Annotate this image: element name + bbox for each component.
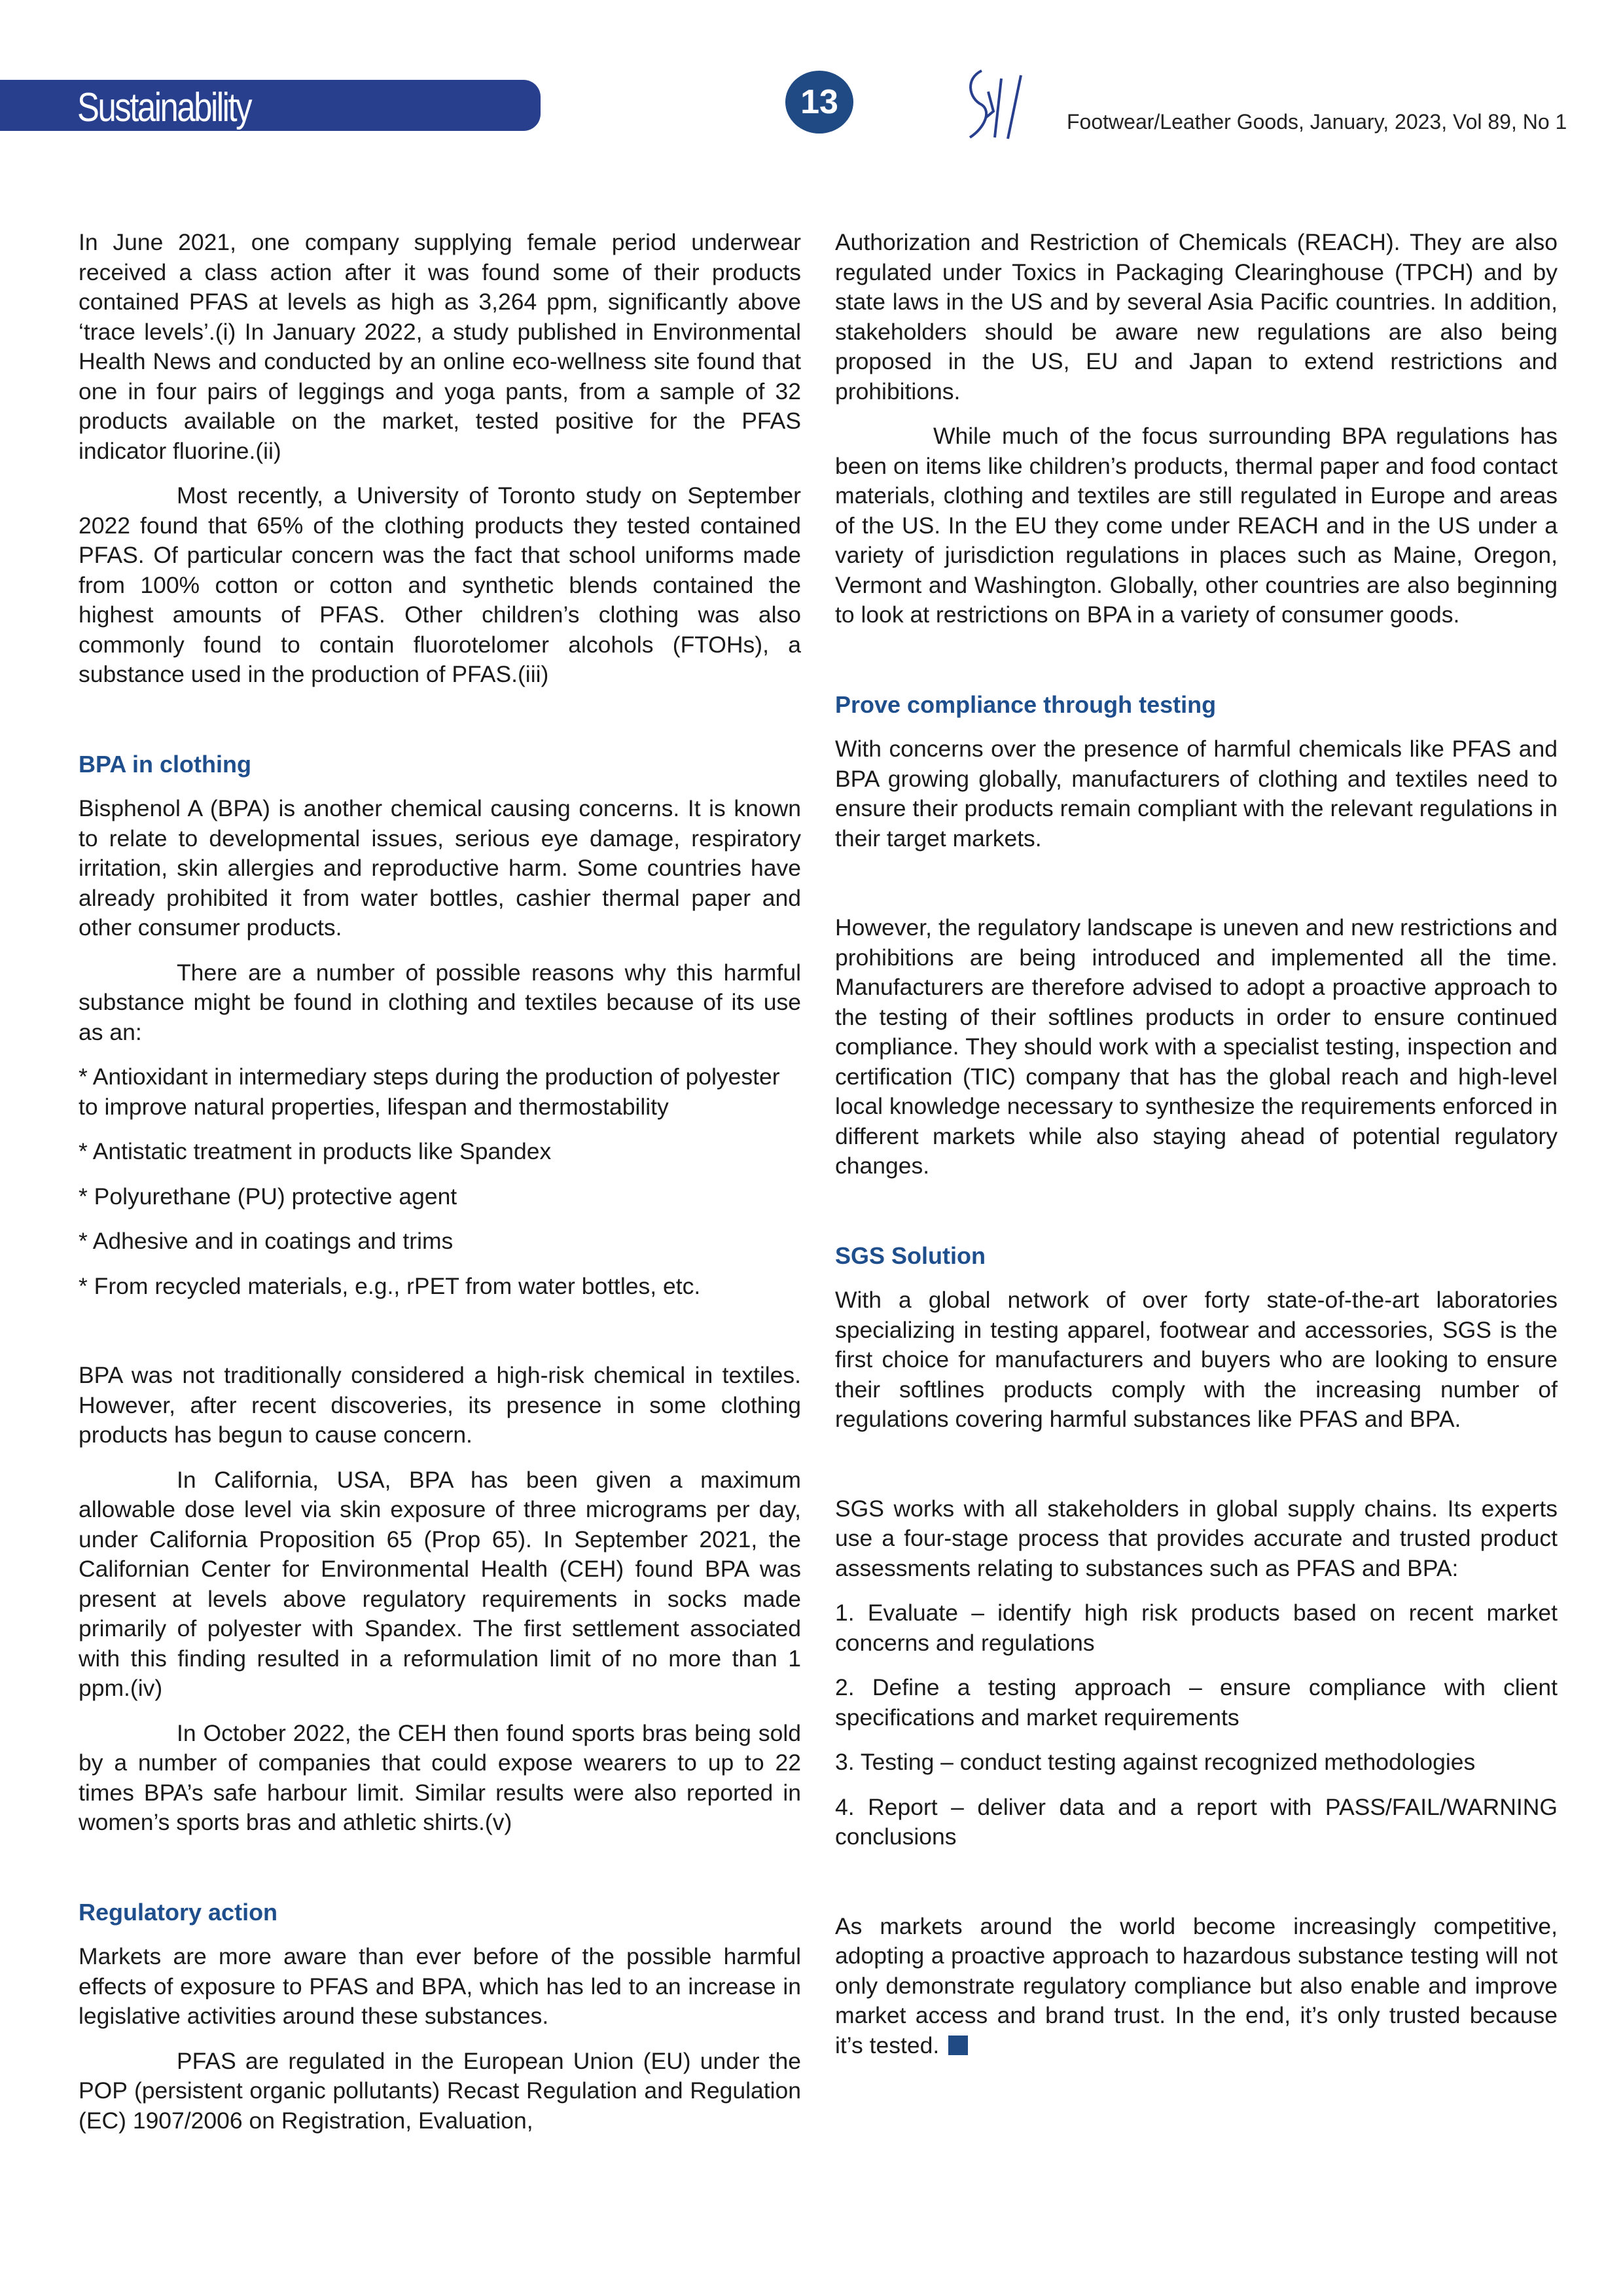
list-item: 4. Report – deliver data and a report with PASS/FAIL/WARNING conclusions bbox=[835, 1793, 1558, 1850]
paragraph: With concerns over the presence of harmful chemicals like PFAS and BPA growing globally, manufacturers of clothing and textiles need to ensure their products remain compliant with the relevant regulations in their target markets. bbox=[835, 736, 1558, 852]
closing-text: As markets around the world become increasingly competitive, adopting a proactive approach to hazardous substance testing will not only demonstrate regulatory compliance but also enable and improve market access and brand trust. In the end, it’s only trusted because it’s tested. bbox=[835, 1912, 1558, 2058]
paragraph: In June 2021, one company supplying female period underwear received a class action after it was found some of their products contained PFAS at levels as high as 3,264 ppm, significantly above ‘trace levels’.(i) In January 2022, a study published in Environmental Health News and conducted by an online eco-wellness site found that one in four pairs of leggings and yoga pants, from a sample of 32 products available on the market, tested positive for the PFAS indicator fluorine.(ii) bbox=[79, 229, 801, 464]
list-item: * From recycled materials, e.g., rPET from water bottles, etc. bbox=[79, 1272, 701, 1299]
heading-prove-compliance: Prove compliance through testing bbox=[835, 691, 1217, 718]
list-item: * Antistatic treatment in products like Spandex bbox=[79, 1138, 552, 1164]
right-column bbox=[835, 228, 1558, 2075]
list-item: 2. Define a testing approach – ensure compliance with client specifications and market requirements bbox=[835, 1674, 1558, 1731]
paragraph: SGS works with all stakeholders in global supply chains. Its experts use a four-stage process that provides accurate and trusted product assessments relating to substances such as PFAS and BPA: bbox=[835, 1495, 1558, 1581]
end-mark-icon bbox=[948, 2036, 968, 2055]
journal-info: Footwear/Leather Goods, January, 2023, Vol 89, No 1 bbox=[1067, 110, 1567, 134]
list-item: 3. Testing – conduct testing against recognized methodologies bbox=[835, 1749, 1476, 1775]
section-title: Sustainability bbox=[77, 85, 251, 130]
page-number: 13 bbox=[785, 71, 853, 134]
paragraph: In California, USA, BPA has been given a maximum allowable dose level via skin exposure of three micrograms per day, under California Proposition 65 (Prop 65). In September 2021, the Californian Center for Environmental Health (CEH) found BPA was present at levels above regulatory requirements in socks made primarily of polyester with Spandex. The first settlement associated with this finding resulted in a reformulation limit of no more than 1 ppm.(iv) bbox=[79, 1466, 801, 1701]
paragraph: BPA was not traditionally considered a high-risk chemical in textiles. However, after recent discoveries, its presence in some clothing products has begun to cause concern. bbox=[79, 1362, 801, 1448]
heading-regulatory-action: Regulatory action bbox=[79, 1898, 278, 1926]
paragraph: However, the regulatory landscape is uneven and new restrictions and prohibitions are being introduced and implemented all the time. Manufacturers are therefore advised to adopt a proactive approach to the testing of their softlines products in order to ensure continued compliance. They should work with a specialist testing, inspection and certification (TIC) company that has the global reach and high-level local knowledge necessary to synthesize the requirements enforced in different markets while also staying ahead of potential regulatory changes. bbox=[835, 914, 1558, 1179]
left-column bbox=[79, 228, 801, 2151]
closing-paragraph bbox=[835, 1912, 1558, 2061]
list-item: * Polyurethane (PU) protective agent bbox=[79, 1183, 457, 1210]
paragraph: While much of the focus surrounding BPA regulations has been on items like children’s products, thermal paper and food contact materials, clothing and textiles are still regulated in Europe and areas of the US. In the EU they come under REACH and in the US under a variety of jurisdiction regulations in places such as Maine, Oregon, Vermont and Washington. Globally, other countries are also beginning to look at restrictions on BPA in a variety of consumer goods. bbox=[835, 423, 1558, 628]
paragraph: With a global network of over forty state-of-the-art laboratories specializing in testing apparel, footwear and accessories, SGS is the first choice for manufacturers and buyers who are looking to ensure their softlines products comply with the increasing number of regulations covering harmful substances like PFAS and BPA. bbox=[835, 1287, 1558, 1432]
list-item: * Antioxidant in intermediary steps during the production of polyester to improve natural properties, lifespan and thermostability bbox=[79, 1064, 780, 1120]
paragraph: Markets are more aware than ever before of the possible harmful effects of exposure to PFAS and BPA, which has led to an increase in legislative activities around these substances. bbox=[79, 1943, 801, 2029]
heading-sgs-solution: SGS Solution bbox=[835, 1242, 986, 1269]
paragraph: There are a number of possible reasons why this harmful substance might be found in clothing and textiles because of its use as an: bbox=[79, 959, 801, 1045]
magazine-logo bbox=[962, 65, 1073, 144]
paragraph: Bisphenol A (BPA) is another chemical causing concerns. It is known to relate to developmental issues, serious eye damage, respiratory irritation, skin allergies and reproductive harm. Some countries have already prohibited it from water bottles, cashier thermal paper and other consumer products. bbox=[79, 795, 801, 941]
paragraph: Authorization and Restriction of Chemicals (REACH). They are also regulated under Toxics in Packaging Clearinghouse (TPCH) and by state laws in the US and by several Asia Pacific countries. In addition, stakeholders should be aware new regulations are also being proposed in the US, EU and Japan to extend restrictions and prohibitions. bbox=[835, 229, 1558, 404]
paragraph: In October 2022, the CEH then found sports bras being sold by a number of companies that could expose wearers to up to 22 times BPA’s safe harbour limit. Similar results were also reported in women’s sports bras and athletic shirts.(v) bbox=[79, 1719, 801, 1835]
heading-bpa-in-clothing: BPA in clothing bbox=[79, 750, 251, 778]
paragraph: Most recently, a University of Toronto study on September 2022 found that 65% of the clothing products they tested contained PFAS. Of particular concern was the fact that school uniforms made from 100% cotton or cotton and synthetic blends contained the highest amounts of PFAS. Other children’s clothing was also commonly found to contain fluorotelomer alcohols (FTOHs), a substance used in the production of PFAS.(iii) bbox=[79, 482, 801, 687]
list-item: * Adhesive and in coatings and trims bbox=[79, 1228, 454, 1254]
list-item: 1. Evaluate – identify high risk products based on recent market concerns and regulations bbox=[835, 1600, 1558, 1656]
paragraph: PFAS are regulated in the European Union (EU) under the POP (persistent organic pollutants) Recast Regulation and Regulation (EC) 1907/2006 on Registration, Evaluation, bbox=[79, 2047, 801, 2134]
section-banner bbox=[0, 80, 541, 131]
